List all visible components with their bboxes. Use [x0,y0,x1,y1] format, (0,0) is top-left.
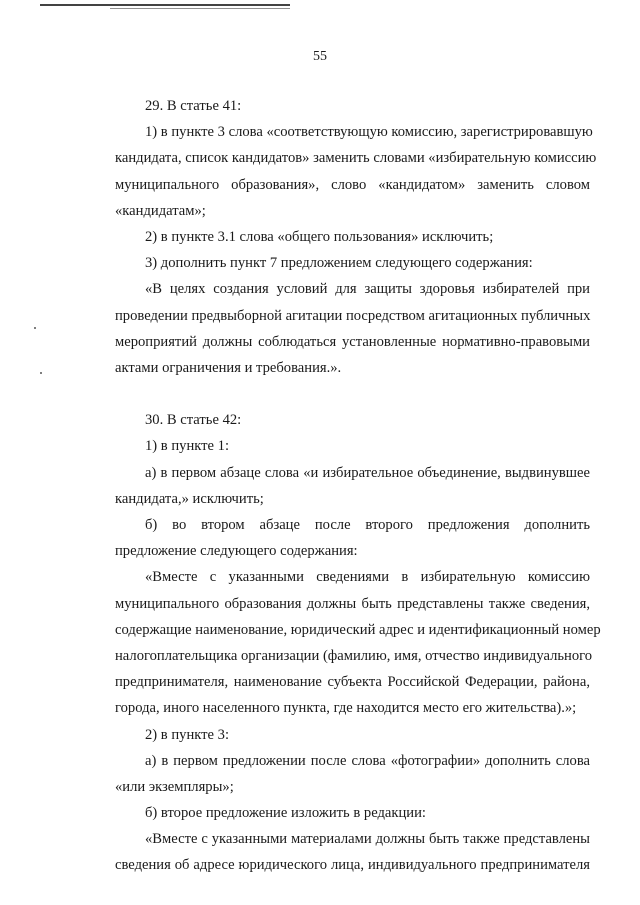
text-line: 3) дополнить пункт 7 предложением следующего содержания: [145,255,533,272]
section-gap [115,381,590,407]
text-line: проведении предвыборной агитации посредством агитационных публичных [115,307,591,324]
scan-speck [34,327,36,329]
text-line: 2) в пункте 3: [145,726,230,743]
text-line: «кандидатам»; [115,202,206,219]
text-line: мероприятий должны соблюдаться установленные нормативно-правовыми [115,333,590,350]
text-line: «Вместе с указанными материалами должны быть также представлены [145,831,590,848]
scan-artifact-line [110,8,290,9]
text-line: 29. В статье 41: [145,98,242,114]
text-line: а) в первом абзаце слова «и избирательное объединение, выдвинувшее [145,464,590,481]
text-line: содержащие наименование, юридический адрес и идентификационный номер [115,621,601,638]
document-section [115,407,601,878]
text-line: предпринимателя, наименование субъекта Российской Федерации, района, [115,674,590,691]
page-number: 55 [313,49,327,64]
document-section [115,93,597,381]
text-line: муниципального образования должны быть представлены также сведения, [115,595,590,612]
text-line: актами ограничения и требования.». [115,359,342,376]
scan-artifact-line [40,4,290,6]
text-line: кандидата, список кандидатов» заменить словами «избирательную комиссию [115,150,597,167]
scan-speck [40,372,42,374]
text-line: а) в первом предложении после слова «фотографии» дополнить слова [145,752,590,769]
text-line: сведения об адресе юридического лица, индивидуального предпринимателя [115,857,590,874]
text-line: «Вместе с указанными сведениями в избирательную комиссию [145,569,590,586]
text-line: б) второе предложение изложить в редакции: [145,805,426,822]
text-line: кандидата,» исключить; [115,490,264,507]
text-line: 2) в пункте 3.1 слова «общего пользования» исключить; [145,228,494,245]
text-line: «В целях создания условий для защиты здоровья избирателей при [145,281,590,298]
text-line: 30. В статье 42: [145,412,242,429]
text-line: б) во втором абзаце после второго предложения дополнить [145,517,590,533]
text-line: «или экземпляры»; [115,778,234,795]
text-line: города, иного населенного пункта, где находится место его жительства).»; [115,700,577,717]
text-line: 1) в пункте 1: [145,438,230,455]
text-line: муниципального образования», слово «кандидатом» заменить словом [115,176,590,193]
document-body [115,93,601,879]
text-line: 1) в пункте 3 слова «соответствующую комиссию, зарегистрировавшую [145,124,593,141]
text-line: налогоплательщика организации (фамилию, имя, отчество индивидуального [115,647,593,664]
text-line: предложение следующего содержания: [115,543,358,560]
